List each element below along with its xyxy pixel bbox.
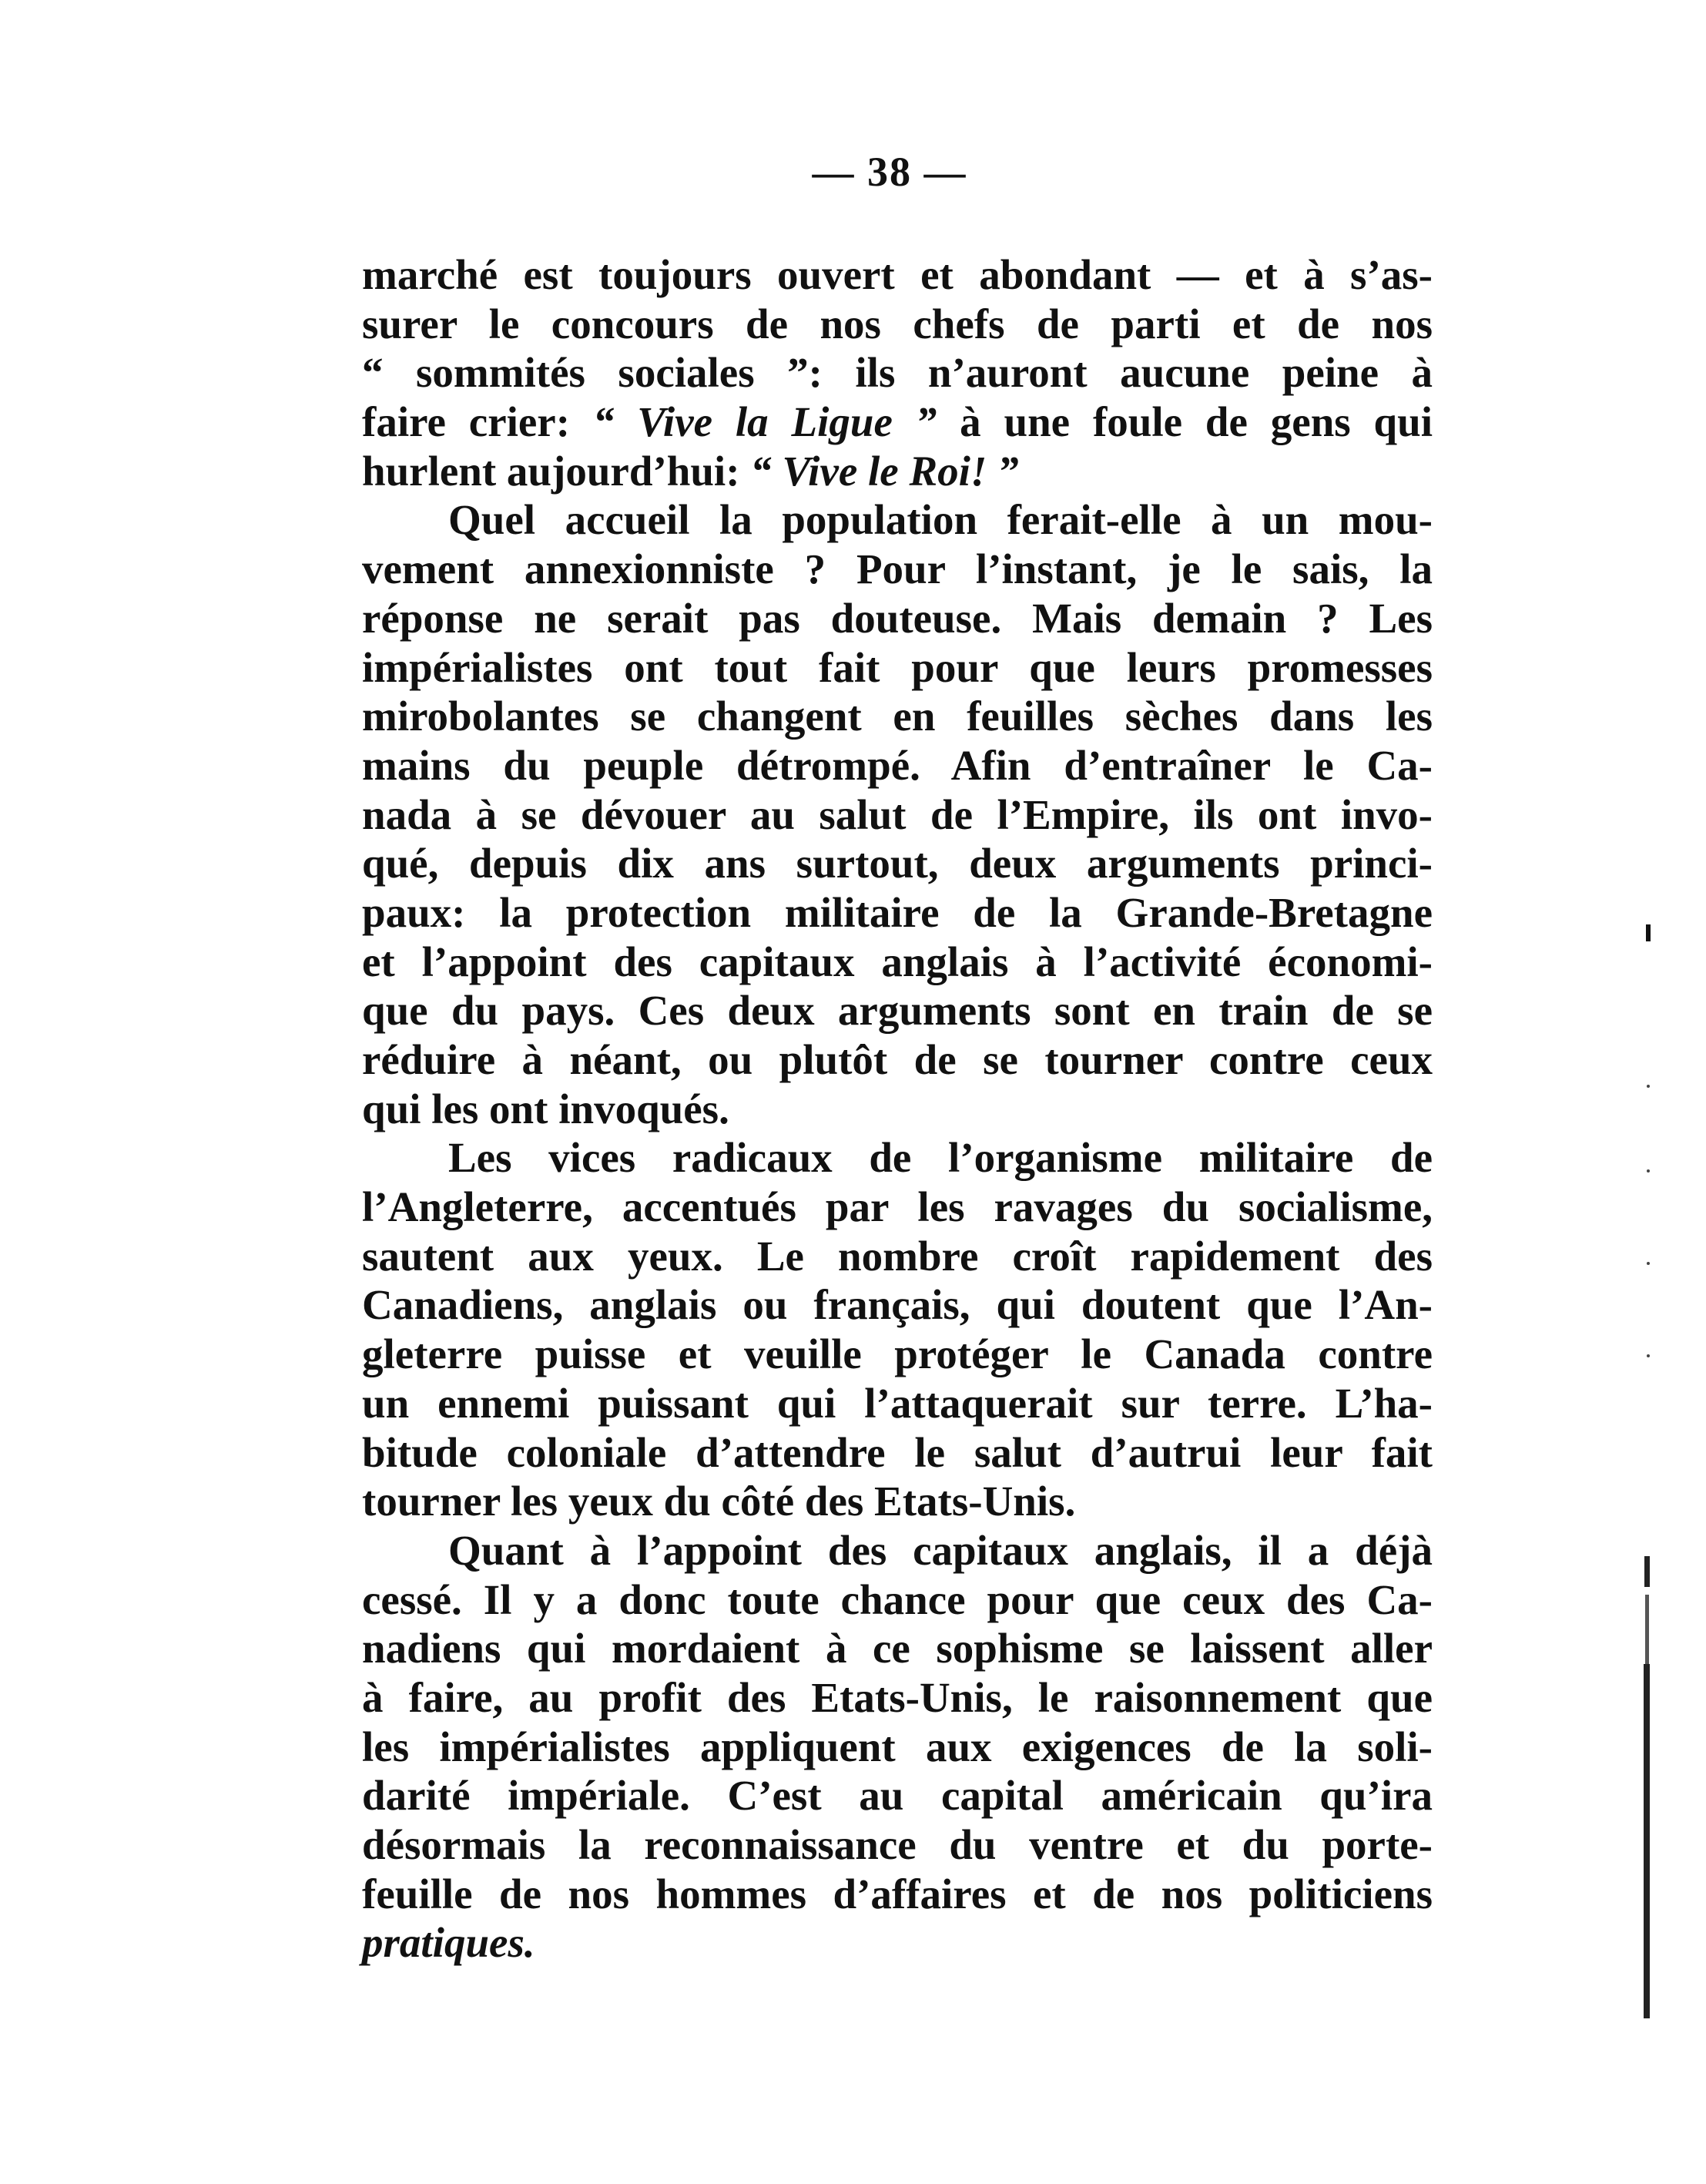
text-line: cessé. Il y a donc toute chance pour que ceux des Ca- (362, 1575, 1433, 1623)
text-line: gleterre puisse et veuille protéger le Canada contre (362, 1330, 1433, 1378)
text-line: surer le concours de nos chefs de parti et de nos (362, 300, 1433, 347)
text-line: nadiens qui mordaient à ce sophisme se laissent aller (362, 1625, 1433, 1672)
line-segment: à une foule de gens qui (937, 398, 1433, 446)
scan-mark (1645, 1595, 1649, 1664)
text-line: à faire, au profit des Etats-Unis, le raisonnement que (362, 1673, 1433, 1721)
scan-mark (1644, 1556, 1650, 1587)
text-line: marché est toujours ouvert et abondant — et à s’as- (362, 251, 1433, 298)
scan-dust (1647, 1354, 1650, 1357)
scan-dust (1647, 1262, 1650, 1265)
text-line: bitude coloniale d’attendre le salut d’autrui leur fait (362, 1428, 1433, 1476)
text-line: désormais la reconnaissance du ventre et du porte- (362, 1821, 1433, 1868)
text-line: l’Angleterre, accentués par les ravages du socialisme, (362, 1183, 1433, 1231)
text-line: Canadiens, anglais ou français, qui doutent que l’An- (362, 1281, 1433, 1329)
text-line: nada à se dévouer au salut de l’Empire, ils ont invo- (362, 790, 1433, 838)
text-line: vement annexionniste ? Pour l’instant, je le sais, la (362, 545, 1433, 593)
text-line: et l’appoint des capitaux anglais à l’activité économi- (362, 938, 1433, 985)
text-line: paux: la protection militaire de la Grande-Bretagne (362, 888, 1433, 936)
line-segment: faire crier: (362, 398, 593, 446)
text-line: les impérialistes appliquent aux exigences de la soli- (362, 1723, 1433, 1770)
paragraph-start-line: Quant à l’appoint des capitaux anglais, il a déjà (448, 1526, 1433, 1574)
text-line: tourner les yeux du côté des Etats-Unis. (362, 1478, 1076, 1525)
text-line: qué, depuis dix ans surtout, deux arguments princi- (362, 840, 1433, 887)
text-line: qui les ont invoqués. (362, 1085, 729, 1132)
text-line (362, 447, 1433, 496)
binding-shadow (1644, 1664, 1650, 2018)
text-line: mirobolantes se changent en feuilles sèches dans les (362, 693, 1433, 740)
text-line: mains du peuple détrompé. Afin d’entraîner le Ca- (362, 741, 1433, 789)
text-line: réponse ne serait pas douteuse. Mais demain ? Les (362, 594, 1433, 642)
line-segment: hurlent aujourd’hui: (362, 447, 751, 495)
scan-dust (1647, 1169, 1650, 1173)
paragraph-start-line: Quel accueil la population ferait-elle à un mou- (448, 496, 1433, 544)
paragraph-start-line: Les vices radicaux de l’organisme militaire de (448, 1134, 1433, 1182)
body-text (362, 250, 1433, 1968)
text-line: un ennemi puissant qui l’attaquerait sur terre. L’ha- (362, 1379, 1433, 1427)
text-line: impérialistes ont tout fait pour que leurs promesses (362, 643, 1433, 691)
italic-final-word: pratiques. (362, 1919, 535, 1967)
scan-mark (1646, 924, 1651, 941)
text-line: que du pays. Ces deux arguments sont en train de se (362, 987, 1433, 1035)
text-line: feuille de nos hommes d’affaires et de nos politiciens (362, 1870, 1433, 1917)
scan-dust (1647, 1085, 1650, 1088)
binding-edge-marks (1637, 924, 1683, 2018)
text-line (362, 398, 1433, 447)
text-line: “ sommités sociales ”: ils n’auront aucune peine à (362, 349, 1433, 397)
italic-quote-vive-la-ligue: “ Vive la Ligue ” (592, 398, 937, 446)
page-number: — 38 — (812, 149, 967, 195)
text-line: réduire à néant, ou plutôt de se tourner contre ceux (362, 1036, 1433, 1083)
text-line: sautent aux yeux. Le nombre croît rapidement des (362, 1232, 1433, 1280)
italic-quote-vive-le-roi: “ Vive le Roi! ” (750, 447, 1019, 495)
text-line: darité impériale. C’est au capital américain qu’ira (362, 1772, 1433, 1820)
